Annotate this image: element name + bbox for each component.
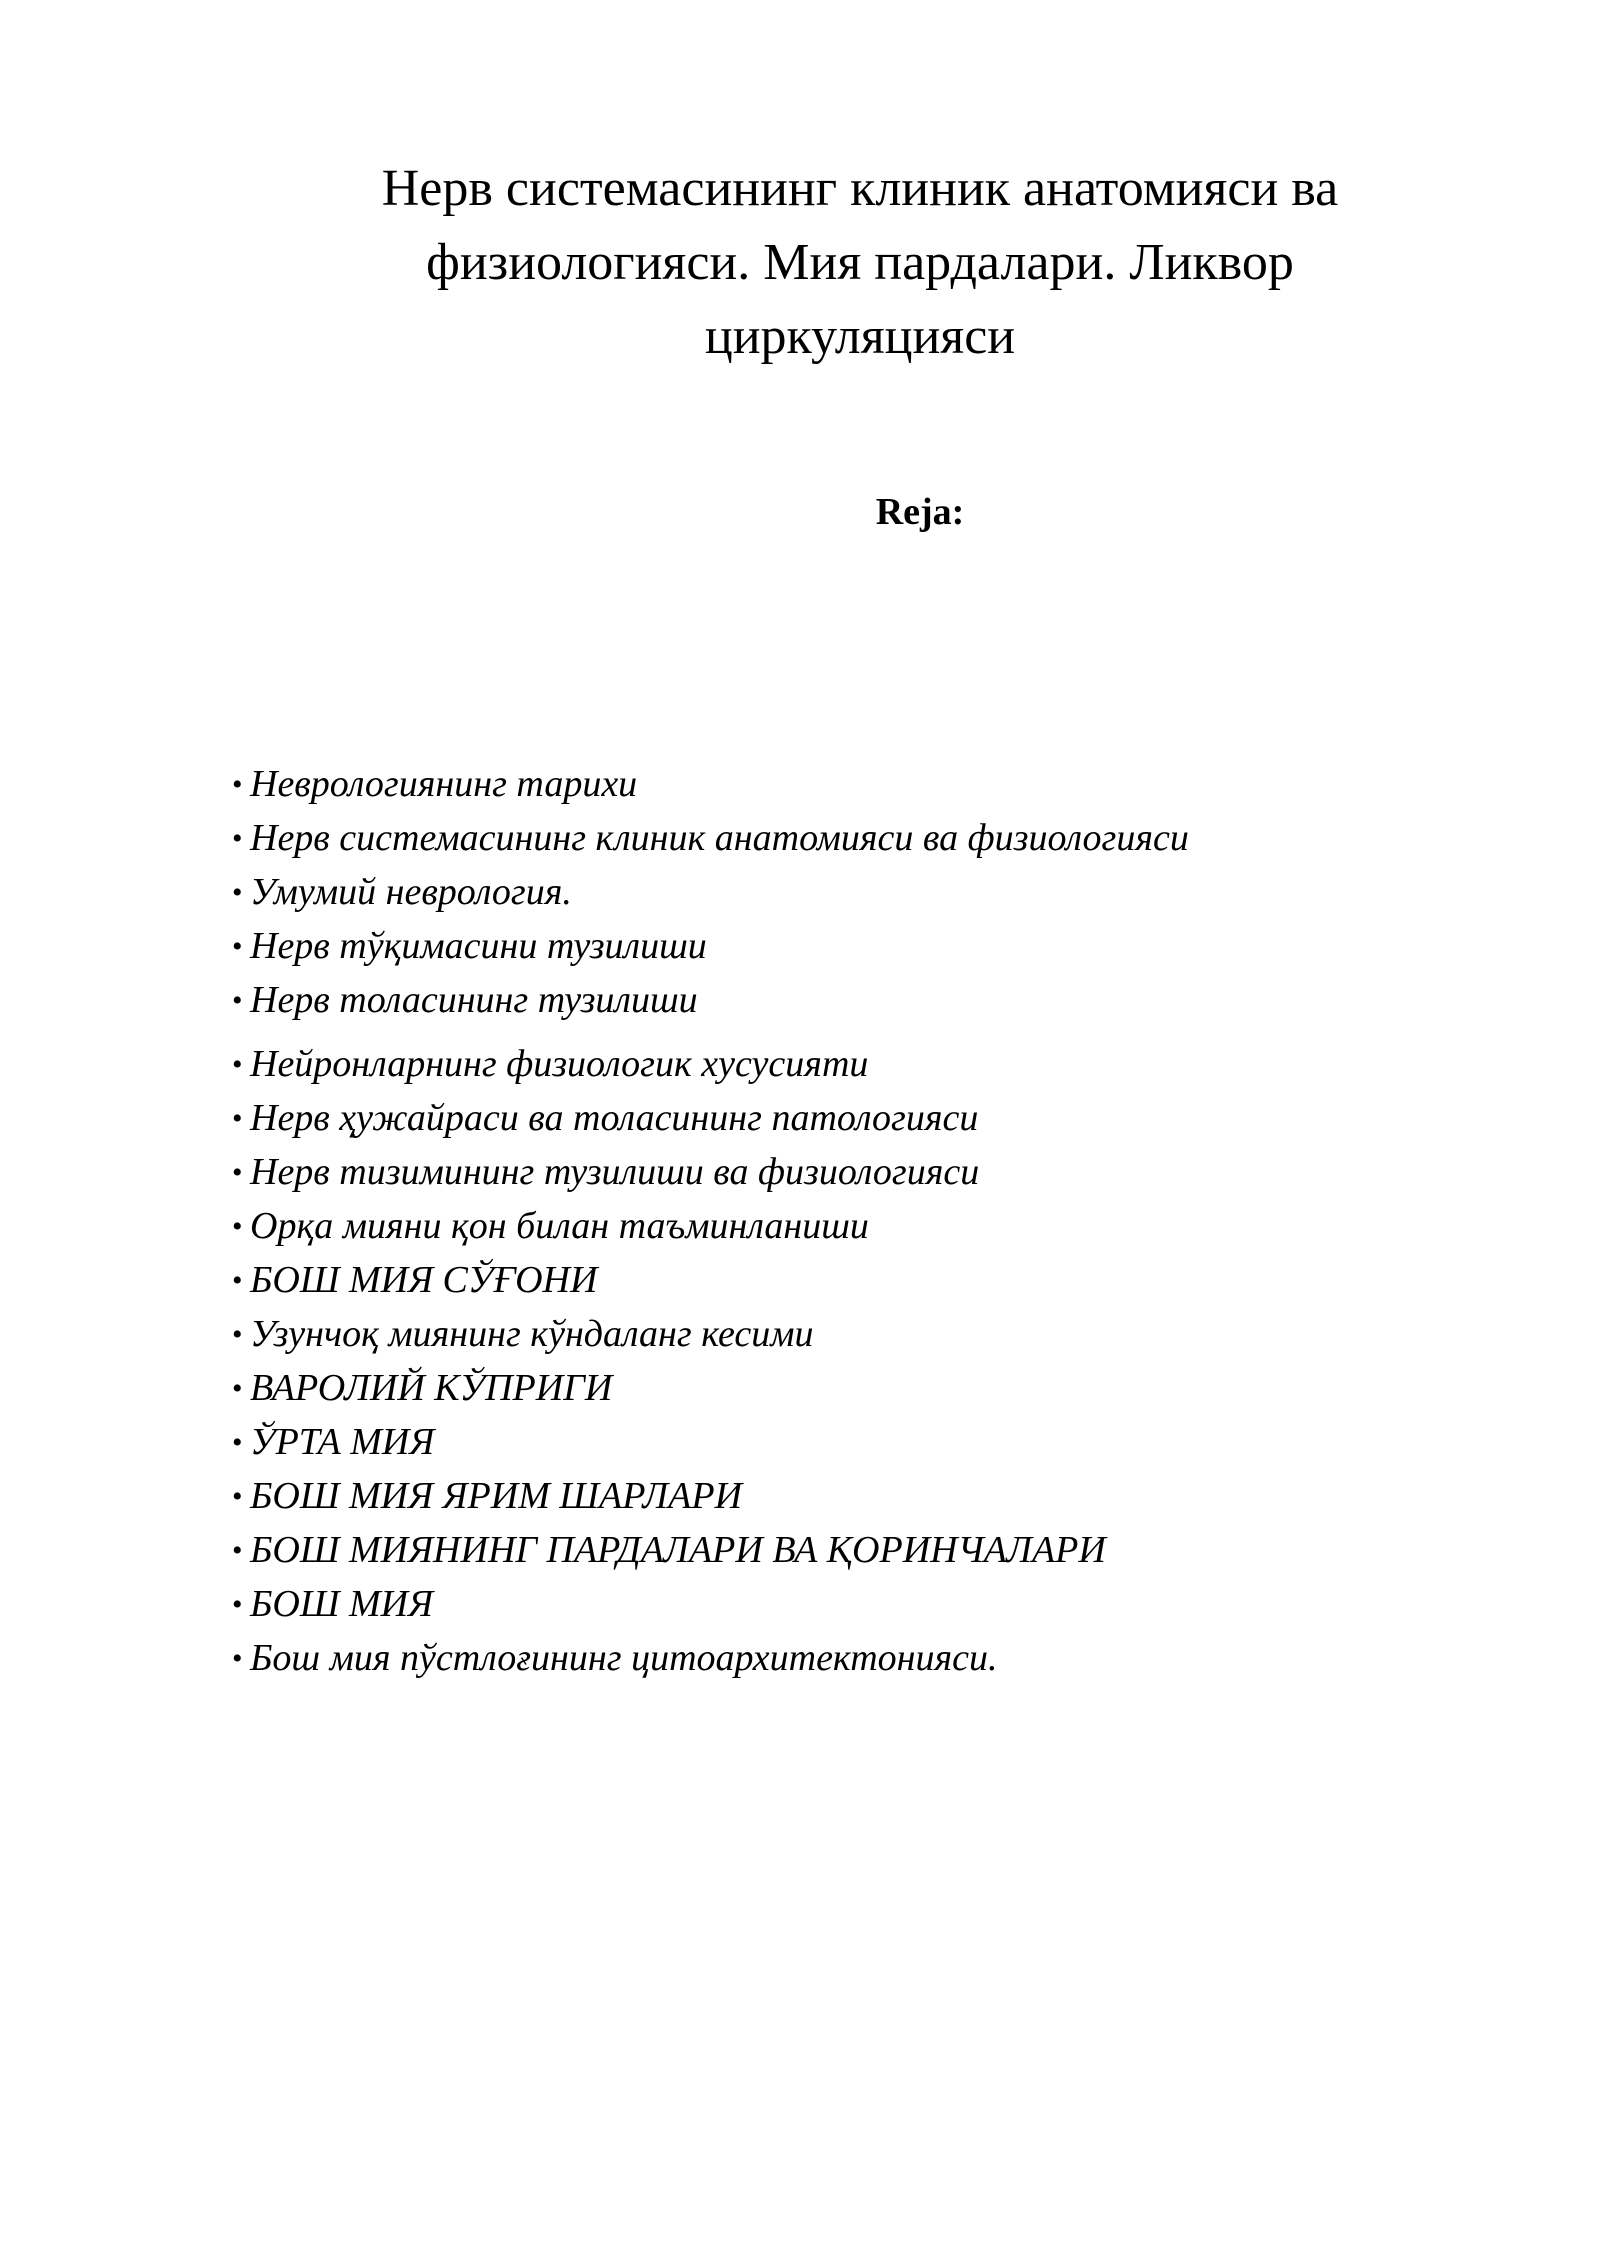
bullet-icon: • [232, 1372, 243, 1405]
plan-item [232, 1526, 1106, 1575]
plan-item [232, 1364, 612, 1413]
plan-item [232, 868, 572, 917]
plan-item-text: Нерв системасининг клиник анатомияси ва физиологияси [250, 817, 1189, 859]
bullet-icon: • [232, 1318, 243, 1351]
bullet-icon: • [232, 768, 243, 801]
plan-item [232, 814, 1189, 863]
plan-item-text: Нерв тизимининг тузилиши ва физиологияси [250, 1151, 980, 1193]
plan-item-text: БОШ МИЯНИНГ ПАРДАЛАРИ ВА ҚОРИНЧАЛАРИ [250, 1529, 1106, 1571]
bullet-icon: • [232, 1048, 243, 1081]
plan-item-text: ЎРТА МИЯ [250, 1421, 435, 1463]
plan-item-text: Неврологиянинг тарихи [250, 763, 638, 805]
plan-item [232, 1418, 434, 1467]
plan-item [232, 922, 707, 971]
plan-item-text: БОШ МИЯ ЯРИМ ШАРЛАРИ [250, 1475, 743, 1517]
title-line-2: физиологияси. Мия пардалари. Ликвор [426, 234, 1294, 291]
bullet-icon: • [232, 984, 243, 1017]
plan-item [232, 1202, 869, 1251]
plan-item-text: БОШ МИЯ СЎҒОНИ [250, 1259, 598, 1301]
plan-item-text: ВАРОЛИЙ КЎПРИГИ [250, 1367, 613, 1409]
plan-item-text: Нерв ҳужайраси ва толасининг патологияси [250, 1097, 979, 1139]
plan-item [232, 1634, 998, 1683]
bullet-icon: • [232, 1102, 243, 1135]
bullet-icon: • [232, 1534, 243, 1567]
bullet-icon: • [232, 1156, 243, 1189]
plan-item-text: Нерв толасининг тузилиши [250, 979, 698, 1021]
plan-heading: Reja: [875, 491, 965, 533]
plan-item-text: Умумий неврология. [250, 871, 572, 913]
bullet-icon: • [232, 1642, 243, 1675]
title-line-1: Нерв системасининг клиник анатомияси ва [381, 160, 1339, 217]
document-title [290, 152, 1430, 374]
plan-item [232, 1148, 979, 1197]
plan-item-text: Узунчоқ миянинг кўндаланг кесими [250, 1313, 814, 1355]
plan-item [232, 1256, 597, 1305]
plan-item [232, 976, 698, 1025]
bullet-icon: • [232, 1210, 243, 1243]
bullet-icon: • [232, 1264, 243, 1297]
bullet-icon: • [232, 876, 243, 909]
bullet-icon: • [232, 930, 243, 963]
plan-item [232, 1040, 868, 1089]
plan-item-text: Орқа мияни қон билан таъминланиши [250, 1205, 869, 1247]
bullet-icon: • [232, 1426, 243, 1459]
plan-item [232, 1310, 814, 1359]
plan-item [232, 1094, 978, 1143]
bullet-icon: • [232, 822, 243, 855]
plan-item-text: Нерв тўқимасини тузилиши [250, 925, 707, 967]
plan-item [232, 760, 637, 809]
plan-item [232, 1472, 742, 1521]
plan-item [232, 1580, 433, 1629]
title-line-3: циркуляцияси [704, 308, 1016, 365]
bullet-icon: • [232, 1588, 243, 1621]
plan-item-text: БОШ МИЯ [250, 1583, 434, 1625]
plan-item-text: Нейронларнинг физиологик хусусияти [250, 1043, 869, 1085]
plan-item-text: Бош мия пўстлоғининг цитоархитектонияси. [250, 1637, 998, 1679]
bullet-icon: • [232, 1480, 243, 1513]
